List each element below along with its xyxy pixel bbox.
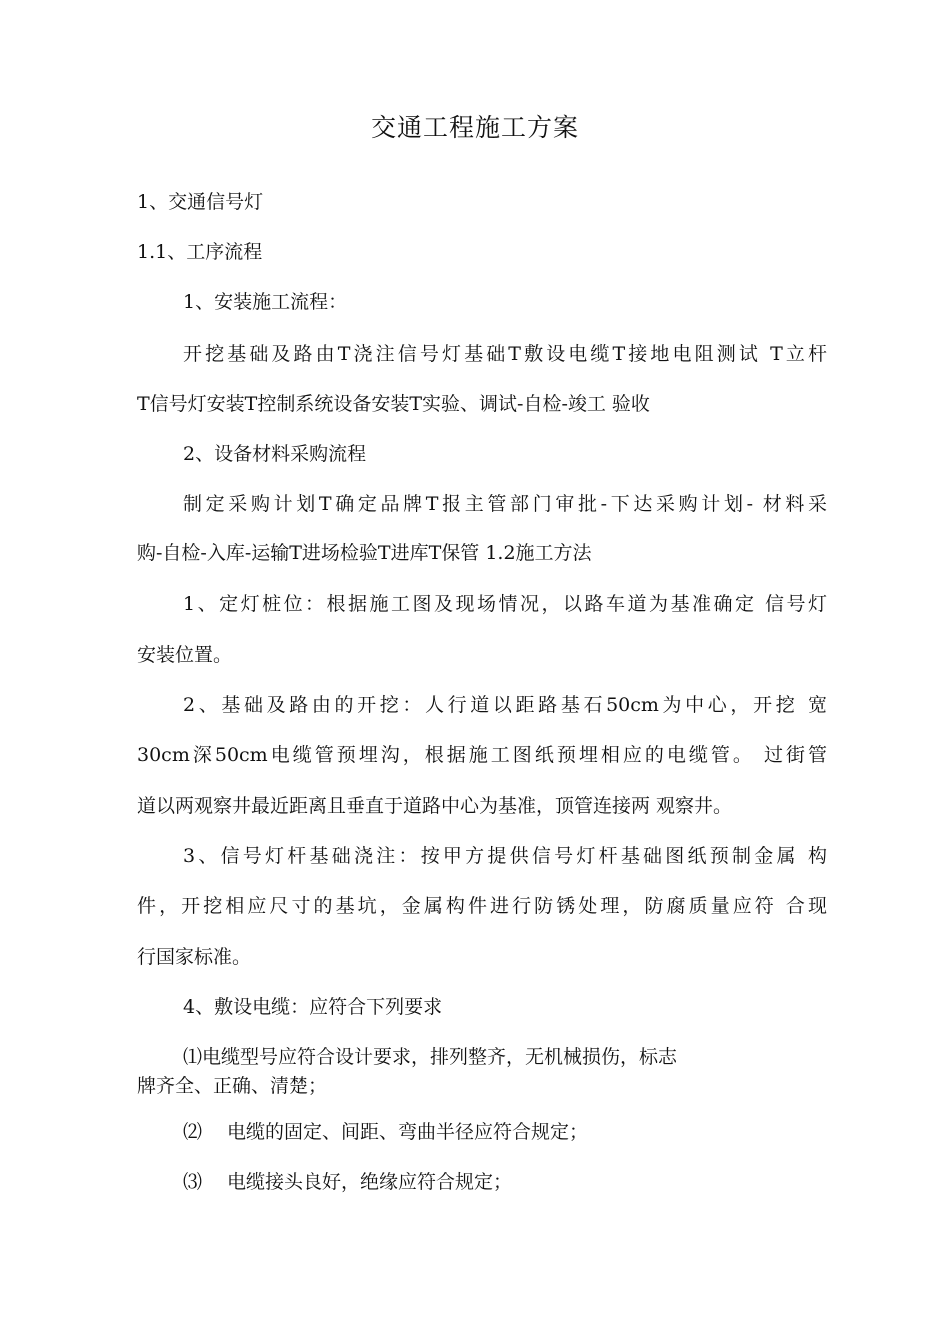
paragraph-line: 道以两观察井最近距离且垂直于道路中心为基准，顶管连接两 观察井。 [137, 795, 733, 817]
list-item: ⑴电缆型号应符合设计要求，排列整齐，无机械损伤，标志 [183, 1046, 678, 1068]
paragraph-line: 件，开挖相应尺寸的基坑，金属构件进行防锈处理，防腐质量应符 合现 [137, 895, 827, 917]
paragraph-line: 行国家标准。 [137, 946, 252, 968]
list-item-number: ⑵ [183, 1121, 203, 1143]
heading-procurement-process: 2、设备材料采购流程 [183, 443, 367, 465]
paragraph-line: 开挖基础及路由T浇注信号灯基础T敷设电缆T接地电阻测试 T立杆 [183, 343, 827, 365]
heading-cable-laying: 4、敷设电缆：应符合下列要求 [183, 996, 443, 1018]
document-title: 交通工程施工方案 [370, 113, 579, 142]
list-item-text: 电缆接头良好，绝缘应符合规定； [227, 1171, 513, 1193]
paragraph-line: 购-自检-入库-运输T进场检验T进库T保管 1.2施工方法 [137, 542, 592, 564]
subsection-heading-1-1: 1.1、工序流程 [137, 241, 263, 263]
paragraph-line: 3、信号灯杆基础浇注：按甲方提供信号灯杆基础图纸预制金属 构 [183, 845, 827, 867]
paragraph-line: 30cm深50cm电缆管预埋沟，根据施工图纸预埋相应的电缆管。 过街管 [137, 744, 827, 766]
section-heading-1: 1、交通信号灯 [137, 191, 264, 213]
paragraph-line: T信号灯安装T控制系统设备安装T实验、调试-自检-竣工 验收 [137, 393, 650, 415]
list-item-number: ⑶ [183, 1171, 203, 1193]
paragraph-line: 2、基础及路由的开挖：人行道以距路基石50cm为中心，开挖 宽 [183, 694, 827, 716]
paragraph-line: 安装位置。 [137, 644, 233, 666]
list-item-continuation: 牌齐全、正确、清楚； [137, 1075, 328, 1097]
list-item-text: 电缆的固定、间距、弯曲半径应符合规定； [227, 1121, 589, 1143]
heading-install-process: 1、安装施工流程： [183, 291, 348, 313]
list-item [183, 1168, 827, 1196]
paragraph-line: 制定采购计划T确定品牌T报主管部门审批-下达采购计划- 材料采 [183, 493, 827, 515]
paragraph-line: 1、定灯桩位：根据施工图及现场情况，以路车道为基准确定 信号灯 [183, 593, 827, 615]
list-item [183, 1118, 827, 1146]
